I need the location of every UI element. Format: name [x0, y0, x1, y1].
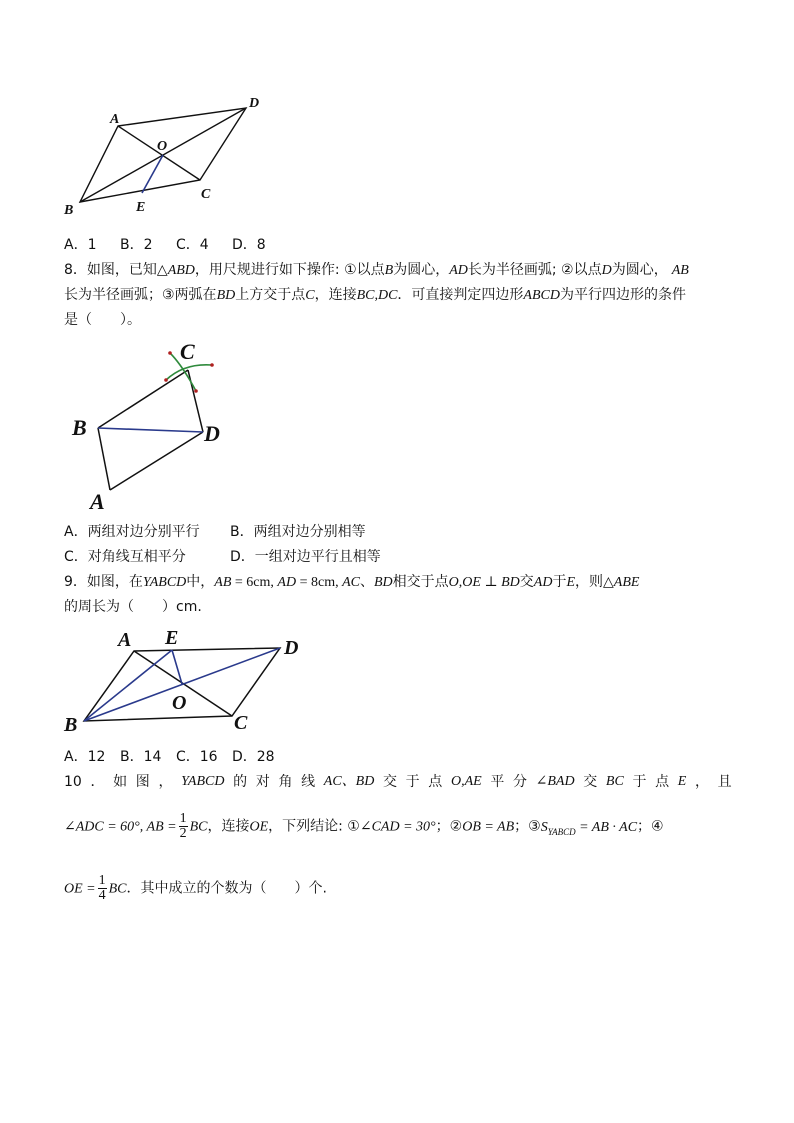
q8-figure-svg	[66, 335, 236, 515]
q10-fraction-half	[179, 812, 188, 841]
q9-label-c: C	[234, 712, 248, 734]
q8-stem-line3: 是（ ）。	[64, 312, 141, 328]
q8-text: 上方交于点	[235, 287, 306, 303]
q8-math-c: C	[305, 288, 315, 303]
q10-text: 于	[632, 774, 647, 790]
q10-text: ．	[90, 774, 105, 790]
q9-label-b: B	[64, 714, 78, 736]
q9-text: 9．如图，在	[64, 574, 143, 590]
q10-math-parallelogram: YABCD	[181, 774, 225, 789]
q10-math-oe-eq: OE =	[64, 881, 96, 897]
q10-text: 图	[135, 774, 150, 790]
q10-text: 于	[405, 774, 420, 790]
q8-side-ad	[110, 432, 203, 490]
q9-text: 中，	[186, 574, 215, 590]
q8-text: ．可直接判定四边形	[397, 287, 524, 303]
q10-fraction-denominator: 2	[179, 826, 187, 841]
q8-text: ，连接	[314, 287, 357, 303]
q8-segment-bd	[98, 428, 203, 432]
q8-math-b: B	[384, 263, 394, 278]
q9-stem-line1	[64, 572, 732, 593]
q9-label-e: E	[165, 627, 179, 649]
q8-option-a[interactable]: A．两组对边分别平行	[64, 524, 200, 540]
q9-math: OE	[462, 575, 481, 590]
q8-stem-line1	[64, 260, 732, 281]
q8-side-bc	[98, 370, 188, 428]
q9-triangle-symbol: △	[603, 574, 614, 590]
q8-option-b[interactable]: B．两组对边分别相等	[230, 524, 366, 540]
q9-option-c[interactable]: C．16	[176, 749, 218, 765]
q8-construction-figure	[66, 335, 236, 515]
q8-options-row2	[64, 547, 732, 567]
q10-math-bc: BC	[605, 774, 624, 789]
q7-label-o: O	[157, 139, 168, 154]
q10-conclusion-3	[541, 820, 637, 835]
q8-triangle-symbol: △	[156, 262, 168, 278]
q8-math-abcd: ABCD	[523, 288, 560, 303]
q8-text: 为平行四边形的条件	[559, 287, 686, 303]
q8-math-bd: BD	[216, 288, 236, 303]
q9-stem-line2: 的周长为（ ）cm.	[64, 599, 202, 615]
q8-text: 8．如图，已知	[64, 262, 157, 278]
q8-text: 长为半径画弧；③两弧在	[64, 287, 217, 303]
q10-math-o-ae: O,AE	[450, 774, 482, 789]
q9-option-d[interactable]: D．28	[232, 749, 275, 765]
q8-option-c[interactable]: C．对角线互相平分	[64, 549, 186, 565]
q10-text: ，连接	[207, 818, 250, 835]
q8-option-d[interactable]: D．一组对边平行且相等	[230, 549, 381, 565]
q8-stem-line2	[64, 285, 732, 306]
q7-label-e: E	[136, 200, 146, 215]
q9-text: 、	[359, 574, 374, 590]
q9-label-o: O	[172, 692, 187, 714]
q10-math-ac-bd: AC、BD	[323, 774, 375, 789]
q9-math: BD	[501, 575, 520, 590]
q10-conclusion-2: OB = AB	[462, 819, 515, 835]
q10-area-symbol: S	[540, 819, 548, 835]
q8-label-a: A	[90, 489, 105, 514]
q10-text: 的	[233, 774, 248, 790]
q7-label-a: A	[110, 112, 120, 127]
q8-text: 为圆心，	[393, 262, 450, 278]
q8-arc-endpoint	[194, 389, 198, 393]
q10-text: 对	[255, 774, 270, 790]
q10-text: 角	[278, 774, 293, 790]
q10-stem-line3	[64, 874, 732, 904]
q9-text: 交	[519, 574, 534, 590]
q10-fraction-quarter	[98, 874, 107, 903]
q9-math: BD	[373, 575, 393, 590]
q10-text: 交	[382, 774, 397, 790]
q10-text: 点	[655, 774, 670, 790]
q10-number: 10	[64, 774, 82, 790]
q7-option-a[interactable]: A．1	[64, 237, 97, 253]
q8-math-abd: ABD	[167, 263, 195, 278]
q8-text: 为圆心，	[611, 262, 668, 278]
q10-math-angle-bad: ∠BAD	[535, 774, 575, 789]
q8-arc-endpoint	[210, 363, 214, 367]
q10-text: 线	[301, 774, 316, 790]
q10-stem-line2	[64, 812, 732, 845]
q7-figure-svg	[60, 92, 270, 222]
q10-text: ；④	[637, 818, 664, 835]
q8-math-bc-dc: BC,DC	[356, 288, 398, 303]
q9-label-d: D	[284, 637, 299, 659]
q10-fraction-numerator: 1	[179, 811, 187, 826]
q9-math: E	[566, 575, 576, 590]
q9-option-a[interactable]: A．12	[64, 749, 106, 765]
q9-text: ，则	[575, 574, 604, 590]
q10-area-subscript: YABCD	[547, 826, 576, 837]
q8-math-d: D	[601, 263, 612, 278]
q8-math-ab: AB	[671, 263, 689, 278]
q10-fraction-numerator: 1	[98, 873, 106, 888]
q10-text: 分	[512, 774, 527, 790]
q9-parallelogram-figure	[62, 626, 312, 736]
q9-text: 于	[552, 574, 567, 590]
q8-side-ba	[98, 428, 110, 490]
q7-option-c[interactable]: C．4	[176, 237, 209, 253]
q10-math-e: E	[677, 774, 687, 789]
q9-math: AB	[214, 575, 232, 590]
q8-label-b: B	[72, 415, 87, 440]
q10-text: ；③	[514, 818, 541, 835]
q10-text: 交	[583, 774, 598, 790]
q10-text: ，	[694, 774, 709, 790]
q7-option-b[interactable]: B．2	[120, 237, 153, 253]
q8-text: ，用尺规进行如下操作: ①以点	[194, 262, 385, 278]
q10-conclusion-1: ∠CAD = 30°	[359, 819, 436, 835]
q7-options	[64, 235, 732, 255]
q9-label-a: A	[118, 629, 132, 651]
q9-math-parallelogram: YABCD	[142, 575, 187, 590]
q9-option-b[interactable]: B．14	[120, 749, 162, 765]
q9-math: AC	[342, 575, 360, 590]
q9-math: AD	[277, 575, 297, 590]
q8-options-row1	[64, 522, 732, 542]
q8-label-c: C	[180, 339, 195, 364]
q7-parallelogram-figure	[60, 92, 270, 222]
q7-label-d: D	[249, 96, 260, 111]
q7-label-b: B	[64, 203, 74, 218]
q9-figure-svg	[62, 626, 312, 736]
q8-arc-endpoint	[164, 378, 168, 382]
q10-text: ．其中成立的个数为（ ）个.	[126, 880, 327, 897]
q10-text: 点	[428, 774, 443, 790]
q8-math-ad: AD	[449, 263, 468, 278]
q10-text: 且	[717, 774, 732, 790]
q10-text: 平	[490, 774, 505, 790]
q10-math-bc: BC	[189, 819, 208, 835]
q9-math: = 8cm,	[296, 575, 343, 590]
q9-math: ⊥	[480, 575, 502, 590]
q9-math: O	[448, 575, 459, 590]
q10-text: ，下列结论: ①	[268, 818, 360, 835]
q9-options	[64, 747, 732, 767]
q8-arc-endpoint	[168, 351, 172, 355]
q9-text: 相交于点	[392, 574, 449, 590]
q10-area-rest: = AB · AC	[575, 819, 638, 835]
q10-math-oe: OE	[249, 819, 269, 835]
q10-text: ；②	[435, 818, 463, 835]
q10-text: ，	[158, 774, 173, 790]
q10-math-bc: BC	[108, 881, 127, 897]
q7-option-d[interactable]: D．8	[232, 237, 266, 253]
q7-label-c: C	[201, 187, 211, 202]
q9-math: AD	[533, 575, 553, 590]
q9-math-abe: ABE	[613, 575, 640, 590]
q10-math-angle-adc: ∠ADC = 60°, AB =	[64, 819, 177, 835]
q10-stem-line1	[64, 772, 732, 792]
q10-text: 如	[113, 774, 128, 790]
q9-math: ,	[458, 575, 463, 590]
q8-text: 长为半径画弧; ②以点	[467, 262, 602, 278]
q9-math: = 6cm,	[231, 575, 278, 590]
q8-label-d: D	[204, 421, 220, 446]
q10-fraction-denominator: 4	[98, 888, 106, 903]
